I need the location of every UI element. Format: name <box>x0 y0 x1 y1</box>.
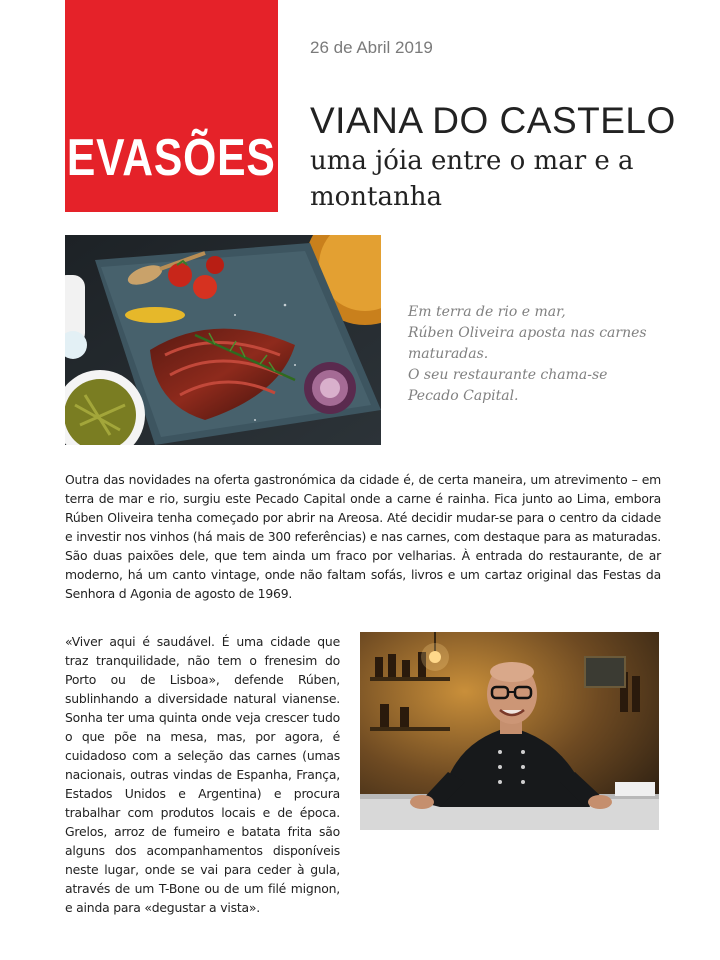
caption-line: Rúben Oliveira aposta nas carnes maturadas. <box>408 325 647 362</box>
article-title: VIANA DO CASTELO <box>310 100 676 141</box>
photo-caption <box>408 302 688 407</box>
chef-photo <box>360 632 659 830</box>
logo-text: EVASÕES <box>67 129 276 187</box>
chef-photo-illustration <box>360 632 659 830</box>
brand-logo <box>65 0 278 212</box>
food-photo-illustration <box>65 235 381 445</box>
article-date: 26 de Abril 2019 <box>310 38 433 57</box>
article-subtitle: uma jóia entre o mar e a montanha <box>310 146 634 212</box>
caption-line: O seu restaurante chama-se <box>408 367 608 383</box>
caption-line: Em terra de rio e mar, <box>408 304 566 320</box>
caption-line: Pecado Capital. <box>408 388 519 404</box>
food-photo <box>65 235 381 445</box>
article-paragraph-2: «Viver aqui é saudável. É uma cidade que traz tranquilidade, não tem o frenesim do Porto ou de Lisboa», defende Rúben, sublinhando a diversidade natural vianense. Sonha ter uma quinta onde veja crescer tudo o que põe na mesa, mas, por agora, é cuidadoso com a seleção das carnes (umas nacionais, outras vindas de Espanha, França, Estados Unidos e Argentina) e procura trabalhar com produtos locais e de época. Grelos, arroz de fumeiro e batata frita são alguns dos acompanhamentos disponíveis neste lugar, onde se vai para ceder à gula, através de um T-Bone ou de um filé mignon, e ainda para «degustar a vista». <box>65 634 340 915</box>
article-paragraph-1: Outra das novidades na oferta gastronómica da cidade é, de certa maneira, um atrevimento – em terra de mar e rio, surgiu este Pecado Capital onde a carne é rainha. Fica junto ao Lima, embora Rúben Oliveira tenha começado por abrir na Areosa. Até decidir mudar-se para o centro da cidade e investir nos vinhos (há mais de 300 referências) e nas carnes, com destaque para as maturadas. São duas paixões dele, que tem ainda um fraco por velharias. À entrada do restaurante, de ar moderno, há um canto vintage, onde não faltam sofás, livros e um cartaz original das Festas da Senhora d Agonia de agosto de 1969. <box>65 472 661 601</box>
